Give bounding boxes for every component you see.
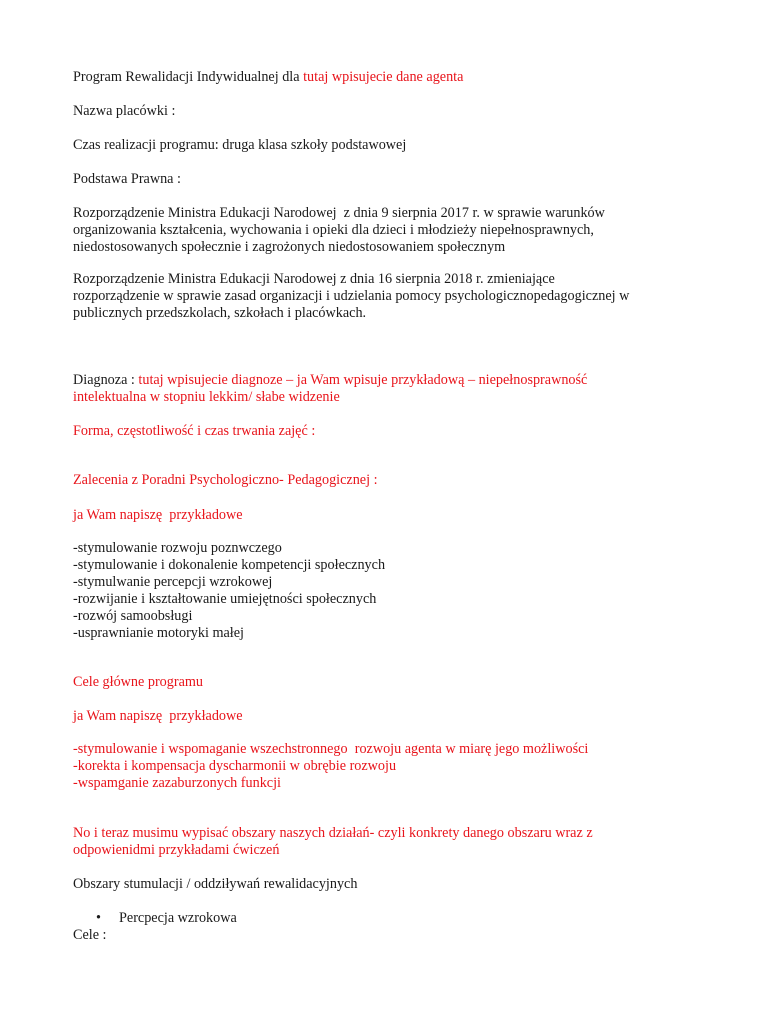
regulation-1-line: niedostosowanych społecznie i zagrożonych niedostosowaniem społecznym: [73, 239, 506, 255]
areas-heading: Obszary stumulacji / oddziływań rewalidacyjnych: [73, 876, 358, 892]
regulation-2-line: publicznych przedszkolach, szkołach i placówkach.: [73, 305, 367, 321]
bullet-icon: •: [96, 910, 101, 926]
legal-basis-label: Podstawa Prawna :: [73, 171, 181, 187]
goals-label: Cele :: [73, 927, 107, 943]
time-frame-field: Czas realizacji programu: druga klasa szkoły podstawowej: [73, 137, 407, 153]
regulation-2-line: Rozporządzenie Ministra Edukacji Narodowej z dnia 16 sierpnia 2018 r. zmieniające: [73, 271, 555, 287]
recommendation-item: -stymulowanie rozwoju poznwczego: [73, 540, 282, 556]
main-goal-item: -wspamganie zazaburzonych funkcji: [73, 775, 281, 791]
recommendation-item: -stymulwanie percepcji wzrokowej: [73, 574, 273, 590]
instruction-line: No i teraz musimu wypisać obszary naszych działań- czyli konkrety danego obszaru wraz z: [73, 825, 593, 841]
recommendations-heading: Zalecenia z Poradni Psychologiczno- Pedagogicznej :: [73, 472, 378, 488]
institution-name-field: Nazwa placówki :: [73, 103, 176, 119]
recommendations-note: ja Wam napiszę przykładowe: [73, 507, 243, 523]
main-goal-item: -korekta i kompensacja dyscharmonii w obrębie rozwoju: [73, 758, 397, 774]
regulation-1-line: Rozporządzenie Ministra Edukacji Narodowej z dnia 9 sierpnia 2017 r. w sprawie warunków: [73, 205, 605, 221]
diagnosis-text: tutaj wpisujecie diagnoze – ja Wam wpisuje przykładową – niepełnosprawność: [138, 372, 588, 388]
program-title: [73, 69, 463, 86]
regulation-2-line: rozporządzenie w sprawie zasad organizacji i udzielania pomocy psychologicznopedagogicznej w: [73, 288, 630, 304]
recommendation-item: -usprawnianie motoryki małej: [73, 625, 244, 641]
diagnosis-line: [73, 372, 587, 389]
diagnosis-label: Diagnoza :: [73, 372, 139, 388]
form-heading: Forma, częstotliwość i czas trwania zajęć :: [73, 423, 316, 439]
instruction-line: odpowienidmi przykładami ćwiczeń: [73, 842, 280, 858]
program-title-label: Program Rewalidacji Indywidualnej dla: [73, 69, 304, 85]
regulation-1-line: organizowania kształcenia, wychowania i opieki dla dzieci i młodzieży niepełnosprawnych,: [73, 222, 594, 238]
diagnosis-text-continued: intelektualna w stopniu lekkim/ słabe widzenie: [73, 389, 340, 405]
recommendation-item: -stymulowanie i dokonalenie kompetencji społecznych: [73, 557, 386, 573]
main-goal-item: -stymulowanie i wspomaganie wszechstronnego rozwoju agenta w miarę jego możliwości: [73, 741, 589, 757]
recommendation-item: -rozwój samoobsługi: [73, 608, 193, 624]
main-goals-note: ja Wam napiszę przykładowe: [73, 708, 243, 724]
agent-data-placeholder: tutaj wpisujecie dane agenta: [303, 69, 464, 85]
area-item: Percpecja wzrokowa: [119, 910, 237, 926]
recommendation-item: -rozwijanie i kształtowanie umiejętności społecznych: [73, 591, 377, 607]
main-goals-heading: Cele główne programu: [73, 674, 204, 690]
